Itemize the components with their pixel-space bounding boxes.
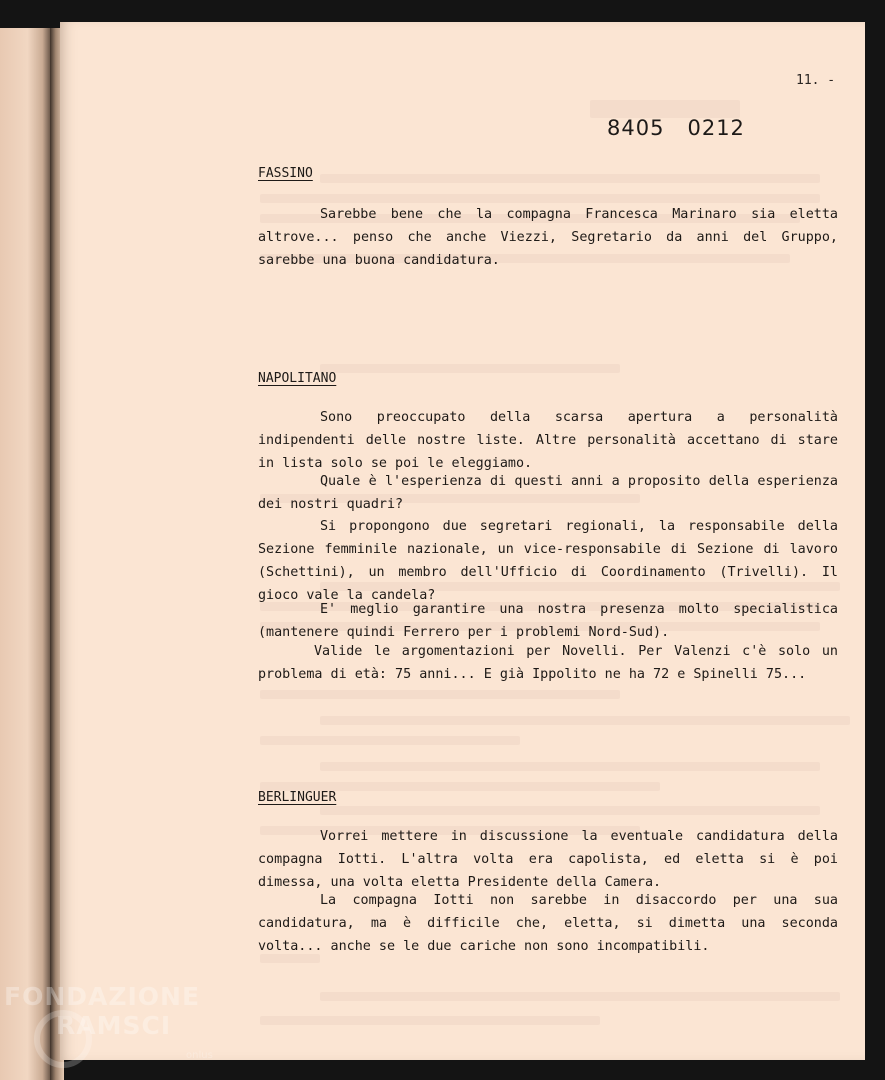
speaker-heading-berlinguer: BERLINGUER	[258, 790, 337, 805]
paragraph: La compagna Iotti non sarebbe in disaccordo per una sua candidatura, ma è difficile che, eletta, si dimetta una seconda volta... anche se le due cariche non sono incompatibili.	[258, 893, 838, 954]
paragraph: Quale è l'esperienza di questi anni a proposito della esperienza dei nostri quadri?	[258, 474, 838, 512]
paragraph: Vorrei mettere in discussione la eventuale candidatura della compagna Iotti. L'altra volta era capolista, ed eletta si è poi dimessa, una volta eletta Presidente della Camera.	[258, 829, 838, 890]
speaker-heading-napolitano: NAPOLITANO	[258, 371, 337, 386]
paragraph: Valide le argomentazioni per Novelli. Per Valenzi c'è solo un problema di età: 75 anni... E già Ippolito ne ha 72 e Spinelli 75...	[258, 644, 838, 682]
watermark-suffix: onlus	[186, 1050, 213, 1061]
paragraph: Sarebbe bene che la compagna Francesca Marinaro sia eletta altrove... penso che anche Viezzi, Segretario da anni del Gruppo, sarebbe una buona candidatura.	[258, 207, 838, 268]
document-number: 8405 0212	[607, 116, 745, 140]
watermark-line1: FONDAZIONE	[4, 982, 201, 1011]
paragraph: E' meglio garantire una nostra presenza molto specialistica (mantenere quindi Ferrero per i problemi Nord-Sud).	[258, 602, 838, 640]
speaker-heading-fassino: FASSINO	[258, 166, 313, 181]
paragraph: Si propongono due segretari regionali, la responsabile della Sezione femminile nazionale, un vice-responsabile di Sezione di lavoro (Schettini), un membro dell'Ufficio di Coordinamento (Trivelli). Il gioco vale la candela?	[258, 519, 838, 603]
watermark-line2: RAMSCI	[56, 1011, 172, 1040]
paragraph: Sono preoccupato della scarsa apertura a personalità indipendenti delle nostre liste. Altre personalità accettano di stare in lista solo se poi le eleggiamo.	[258, 410, 838, 471]
page-number: 11. -	[796, 73, 836, 88]
watermark	[4, 984, 200, 1038]
left-page-edge	[0, 28, 50, 1080]
